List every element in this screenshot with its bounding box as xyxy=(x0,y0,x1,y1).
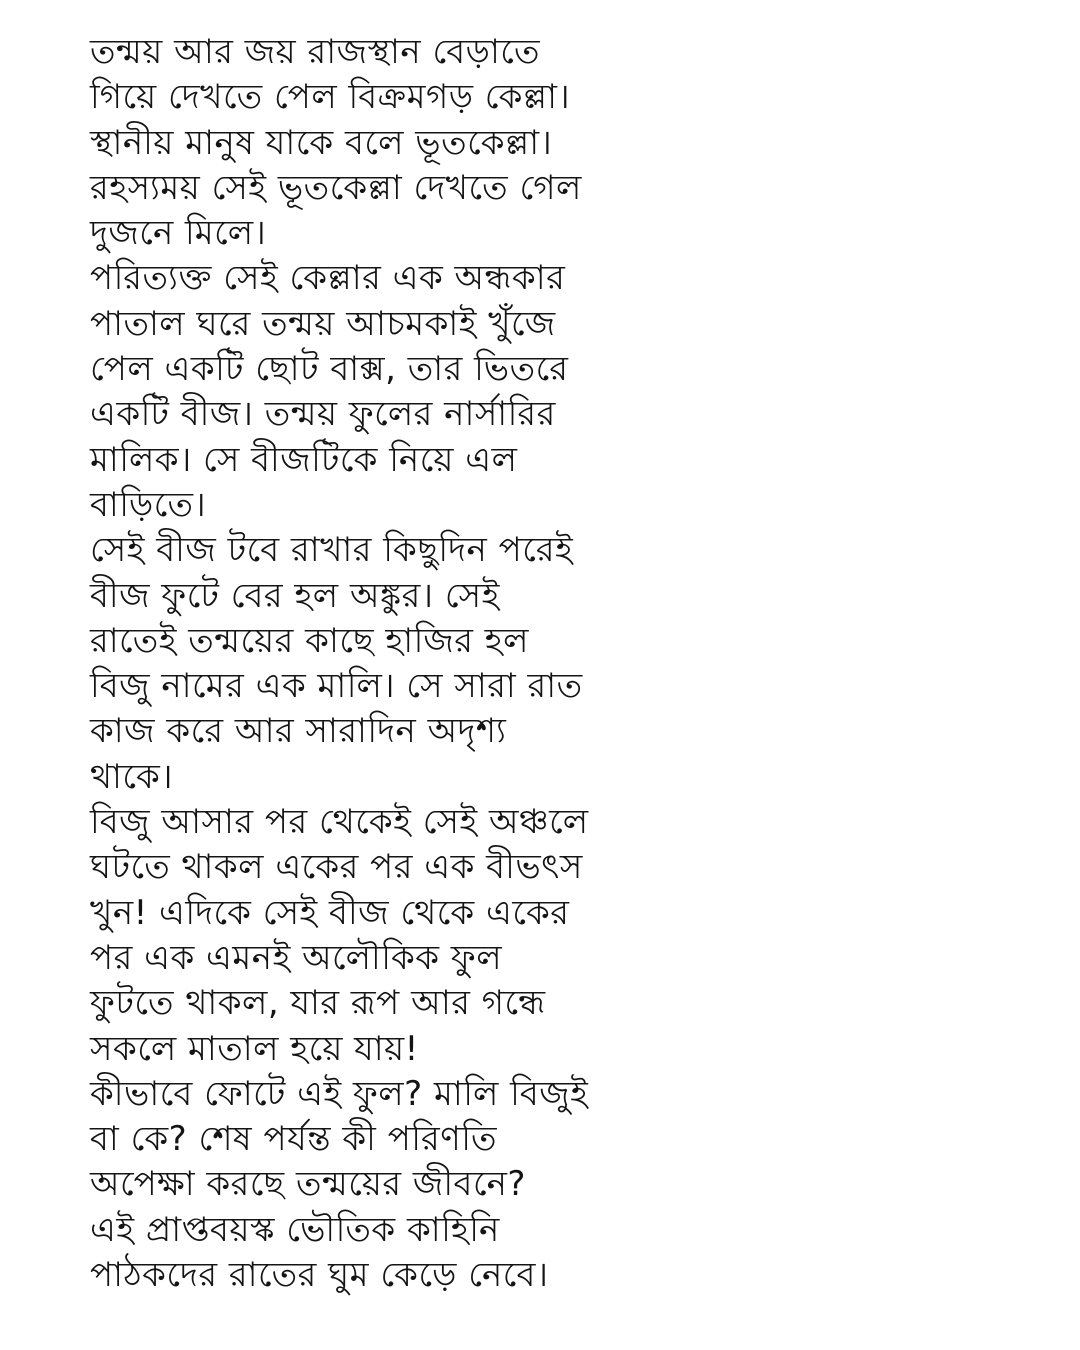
blurb-line: একটি বীজ। তন্ময় ফুলের নার্সারির xyxy=(90,394,556,435)
blurb-line: রহস্যময় সেই ভূতকেল্লা দেখতে গেল xyxy=(90,167,582,208)
blurb-line: সকলে মাতাল হয়ে যায়! xyxy=(90,1028,419,1069)
blurb-line: কীভাবে ফোটে এই ফুল? মালি বিজুই xyxy=(90,1073,589,1114)
blurb-line: মালিক। সে বীজটিকে নিয়ে এল xyxy=(90,439,518,480)
blurb-line: রাতেই তন্ময়ের কাছে হাজির হল xyxy=(90,620,529,661)
blurb-line: সেই বীজ টবে রাখার কিছুদিন পরেই xyxy=(90,530,574,571)
blurb-line: বীজ ফুটে বের হল অঙ্কুর। সেই xyxy=(90,575,500,616)
blurb-line: ফুটতে থাকল, যার রূপ আর গন্ধে xyxy=(90,983,546,1024)
blurb-line: বা কে? শেষ পর্যন্ত কী পরিণতি xyxy=(90,1119,498,1160)
blurb-line: ঘটতে থাকল একের পর এক বীভৎস xyxy=(90,847,583,888)
blurb-line: পাতাল ঘরে তন্ময় আচমকাই খুঁজে xyxy=(90,303,556,344)
blurb-line: পাঠকদের রাতের ঘুম কেড়ে নেবে। xyxy=(90,1255,549,1296)
blurb-line: কাজ করে আর সারাদিন অদৃশ্য xyxy=(90,711,507,752)
blurb-text xyxy=(90,30,1010,1298)
blurb-line: খুন! এদিকে সেই বীজ থেকে একের xyxy=(90,892,570,933)
blurb-line: পরিত্যক্ত সেই কেল্লার এক অন্ধকার xyxy=(90,258,566,299)
blurb-line: তন্ময় আর জয় রাজস্থান বেড়াতে xyxy=(90,32,540,72)
blurb-line: গিয়ে দেখতে পেল বিক্রমগড় কেল্লা। xyxy=(90,77,571,118)
blurb-line: পর এক এমনই অলৌকিক ফুল xyxy=(90,937,503,978)
blurb-line: এই প্রাপ্তবয়স্ক ভৌতিক কাহিনি xyxy=(90,1209,500,1250)
blurb-line: দুজনে মিলে। xyxy=(90,213,267,254)
blurb-line: বাড়িতে। xyxy=(90,484,207,525)
blurb-line: স্থানীয় মানুষ যাকে বলে ভূতকেল্লা। xyxy=(90,122,553,163)
blurb-line: বিজু আসার পর থেকেই সেই অঞ্চলে xyxy=(90,802,589,843)
blurb-line: বিজু নামের এক মালি। সে সারা রাত xyxy=(90,666,583,707)
blurb-line: থাকে। xyxy=(90,756,173,797)
blurb-line: পেল একটি ছোট বাক্স, তার ভিতরে xyxy=(90,349,569,390)
blurb-line: অপেক্ষা করছে তন্ময়ের জীবনে? xyxy=(90,1164,526,1205)
